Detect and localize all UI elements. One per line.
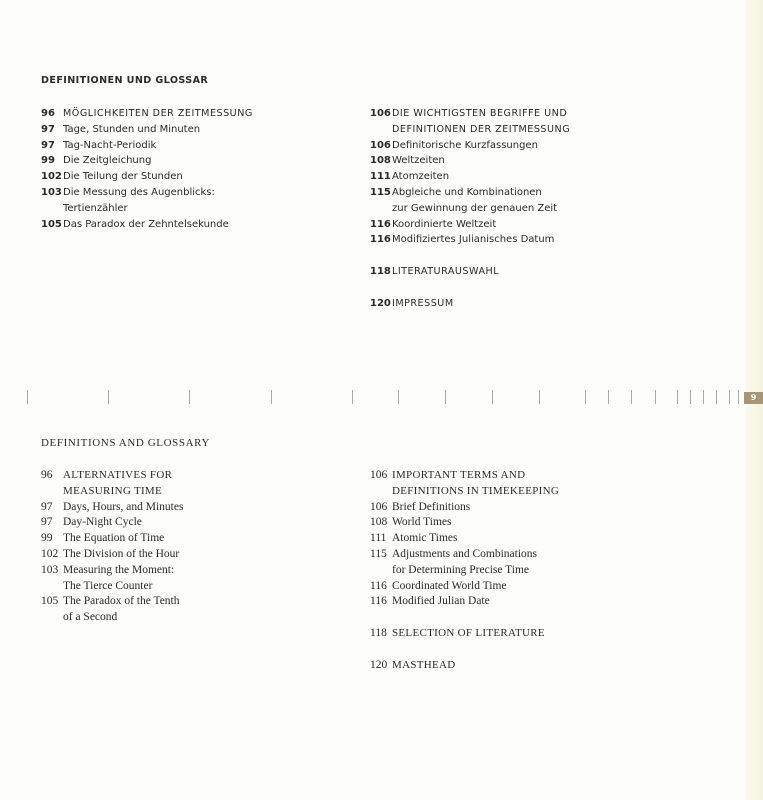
toc-entry-label: Adjustments and Combinations [392, 547, 538, 560]
ruler-tick [716, 390, 717, 404]
ruler-tick [539, 390, 540, 404]
toc-entry-label: Die Zeitgleichung [63, 155, 152, 167]
toc-entry [41, 153, 341, 169]
page-ref: 96 [41, 108, 55, 119]
toc-entry [41, 106, 341, 122]
toc-entry-label: The Paradox of the Tenth [63, 595, 180, 608]
toc-entry [370, 232, 700, 248]
toc-entry-label: Atomzeiten [392, 171, 450, 183]
toc-entry [370, 594, 700, 610]
toc-entry-label: Modified Julian Date [392, 595, 490, 608]
page-ref: 108 [370, 516, 388, 529]
toc-entry-label: Coordinated World Time [392, 579, 507, 592]
page-ref: 115 [370, 186, 391, 198]
toc-entry [41, 185, 341, 217]
page-ref: 115 [370, 547, 387, 560]
page-ref: 108 [370, 155, 391, 167]
german-toc-right [370, 106, 700, 311]
toc-entry [41, 563, 341, 595]
english-heading: DEFINITIONS AND GLOSSARY [41, 437, 211, 449]
ruler-tick [398, 390, 399, 404]
page-ref: 118 [370, 626, 387, 639]
page-ref: 97 [41, 500, 53, 513]
toc-entry-label: Days, Hours, and Minutes [63, 500, 184, 513]
toc-entry [41, 547, 341, 563]
toc-entry-label: Modifiziertes Julianisches Datum [392, 234, 555, 246]
ruler-tick [729, 390, 730, 404]
toc-entry-label: The Equation of Time [63, 532, 165, 545]
toc-entry-label: MASTHEAD [392, 658, 456, 671]
ruler-tick [271, 390, 272, 404]
toc-entry-label: LITERATURAUSWAHL [392, 265, 500, 277]
toc-entry-label: of a Second [63, 611, 118, 624]
ruler-tick [189, 390, 190, 404]
toc-entry [370, 106, 700, 138]
toc-entry [41, 594, 341, 626]
toc-entry [41, 169, 341, 185]
ruler-tick [703, 390, 704, 404]
page-ref: 111 [370, 532, 387, 545]
english-toc-right [370, 468, 700, 673]
ruler-tick [738, 390, 739, 404]
toc-entry-label: IMPORTANT TERMS AND [392, 469, 526, 481]
page-ref: 106 [370, 139, 391, 151]
toc-entry-label: ALTERNATIVES FOR [63, 469, 173, 481]
toc-entry [370, 500, 700, 516]
toc-entry-label: MÖGLICHKEITEN DER ZEITMESSUNG [63, 108, 253, 119]
ruler-tick [677, 390, 678, 404]
toc-entry-label: for Determining Precise Time [392, 563, 530, 576]
toc-entry [370, 138, 700, 154]
page-ref: 105 [41, 595, 59, 608]
page-number: 9 [744, 392, 763, 404]
toc-entry-label: Tertienzähler [63, 202, 128, 214]
toc-entry-label: Die Teilung der Stunden [63, 171, 183, 183]
ruler-tick [655, 390, 656, 404]
page-ref: 116 [370, 234, 391, 246]
english-toc-left [41, 468, 341, 626]
page-ref: 103 [41, 186, 62, 198]
toc-entry [370, 626, 700, 642]
toc-entry-label: Definitorische Kurzfassungen [392, 139, 538, 151]
ruler-tick [690, 390, 691, 404]
toc-entry-label: zur Gewinnung der genauen Zeit [392, 202, 558, 214]
toc-entry [370, 468, 700, 500]
toc-entry-label: Brief Definitions [392, 500, 471, 513]
toc-entry [370, 658, 700, 674]
toc-entry [370, 531, 700, 547]
page-ref: 99 [41, 532, 53, 545]
toc-entry-label: Weltzeiten [392, 155, 445, 167]
page-ref: 106 [370, 500, 388, 513]
toc-entry-label: Die Messung des Augenblicks: [63, 186, 215, 198]
page-ref: 103 [41, 563, 59, 576]
page-ref: 120 [370, 658, 388, 671]
toc-entry [41, 122, 341, 138]
toc-entry [370, 153, 700, 169]
german-heading: DEFINITIONEN UND GLOSSAR [41, 75, 209, 86]
toc-entry-label: MEASURING TIME [63, 484, 163, 497]
toc-entry [370, 264, 700, 280]
page-ref: 116 [370, 579, 387, 592]
toc-entry-label: IMPRESSUM [392, 297, 454, 309]
page-ref: 105 [41, 218, 62, 230]
toc-entry-label: The Tierce Counter [63, 579, 153, 592]
ruler-tick [445, 390, 446, 404]
page-ref: 116 [370, 218, 391, 230]
ruler-tick [631, 390, 632, 404]
toc-entry [41, 468, 341, 500]
toc-entry [370, 579, 700, 595]
toc-entry [370, 547, 700, 579]
toc-entry-label: DIE WICHTIGSTEN BEGRIFFE UND [392, 108, 568, 119]
toc-entry-label: Koordinierte Weltzeit [392, 218, 497, 230]
toc-entry-label: Tage, Stunden und Minuten [63, 123, 201, 135]
toc-entry [41, 217, 341, 233]
page-ref: 102 [41, 547, 59, 560]
toc-entry [41, 138, 341, 154]
toc-entry [41, 500, 341, 516]
toc-entry [41, 515, 341, 531]
toc-entry-label: Atomic Times [392, 532, 458, 545]
toc-entry [370, 217, 700, 233]
page-ref: 97 [41, 516, 53, 529]
page-ref: 99 [41, 155, 55, 167]
page-ref: 97 [41, 123, 55, 135]
page-ref: 111 [370, 171, 391, 183]
page-ref: 96 [41, 469, 53, 481]
page-ref: 106 [370, 469, 388, 481]
page-ref: 116 [370, 595, 387, 608]
toc-entry-label: SELECTION OF LITERATURE [392, 626, 545, 639]
toc-entry [370, 185, 700, 217]
toc-entry-label: DEFINITIONS IN TIMEKEEPING [392, 484, 560, 497]
german-toc-left [41, 106, 341, 232]
toc-entry-label: Tag-Nacht-Periodik [63, 139, 157, 151]
divider-ruler [0, 390, 740, 404]
toc-entry [370, 296, 700, 312]
toc-entry [41, 531, 341, 547]
toc-entry [370, 169, 700, 185]
toc-entry-label: Measuring the Moment: [63, 563, 175, 576]
toc-entry-label: Day-Night Cycle [63, 516, 142, 529]
ruler-tick [108, 390, 109, 404]
ruler-tick [492, 390, 493, 404]
ruler-tick [608, 390, 609, 404]
toc-entry-label: Das Paradox der Zehntelsekunde [63, 218, 229, 230]
toc-entry-label: DEFINITIONEN DER ZEITMESSUNG [392, 123, 571, 135]
page-ref: 118 [370, 265, 391, 277]
ruler-tick [27, 390, 28, 404]
page-ref: 106 [370, 108, 391, 119]
page-ref: 120 [370, 297, 391, 309]
page-ref: 97 [41, 139, 55, 151]
toc-entry [370, 515, 700, 531]
ruler-tick [585, 390, 586, 404]
toc-entry-label: World Times [392, 516, 452, 529]
ruler-tick [352, 390, 353, 404]
toc-entry-label: Abgleiche und Kombinationen [392, 186, 542, 198]
page-ref: 102 [41, 171, 62, 183]
toc-entry-label: The Division of the Hour [63, 547, 180, 560]
